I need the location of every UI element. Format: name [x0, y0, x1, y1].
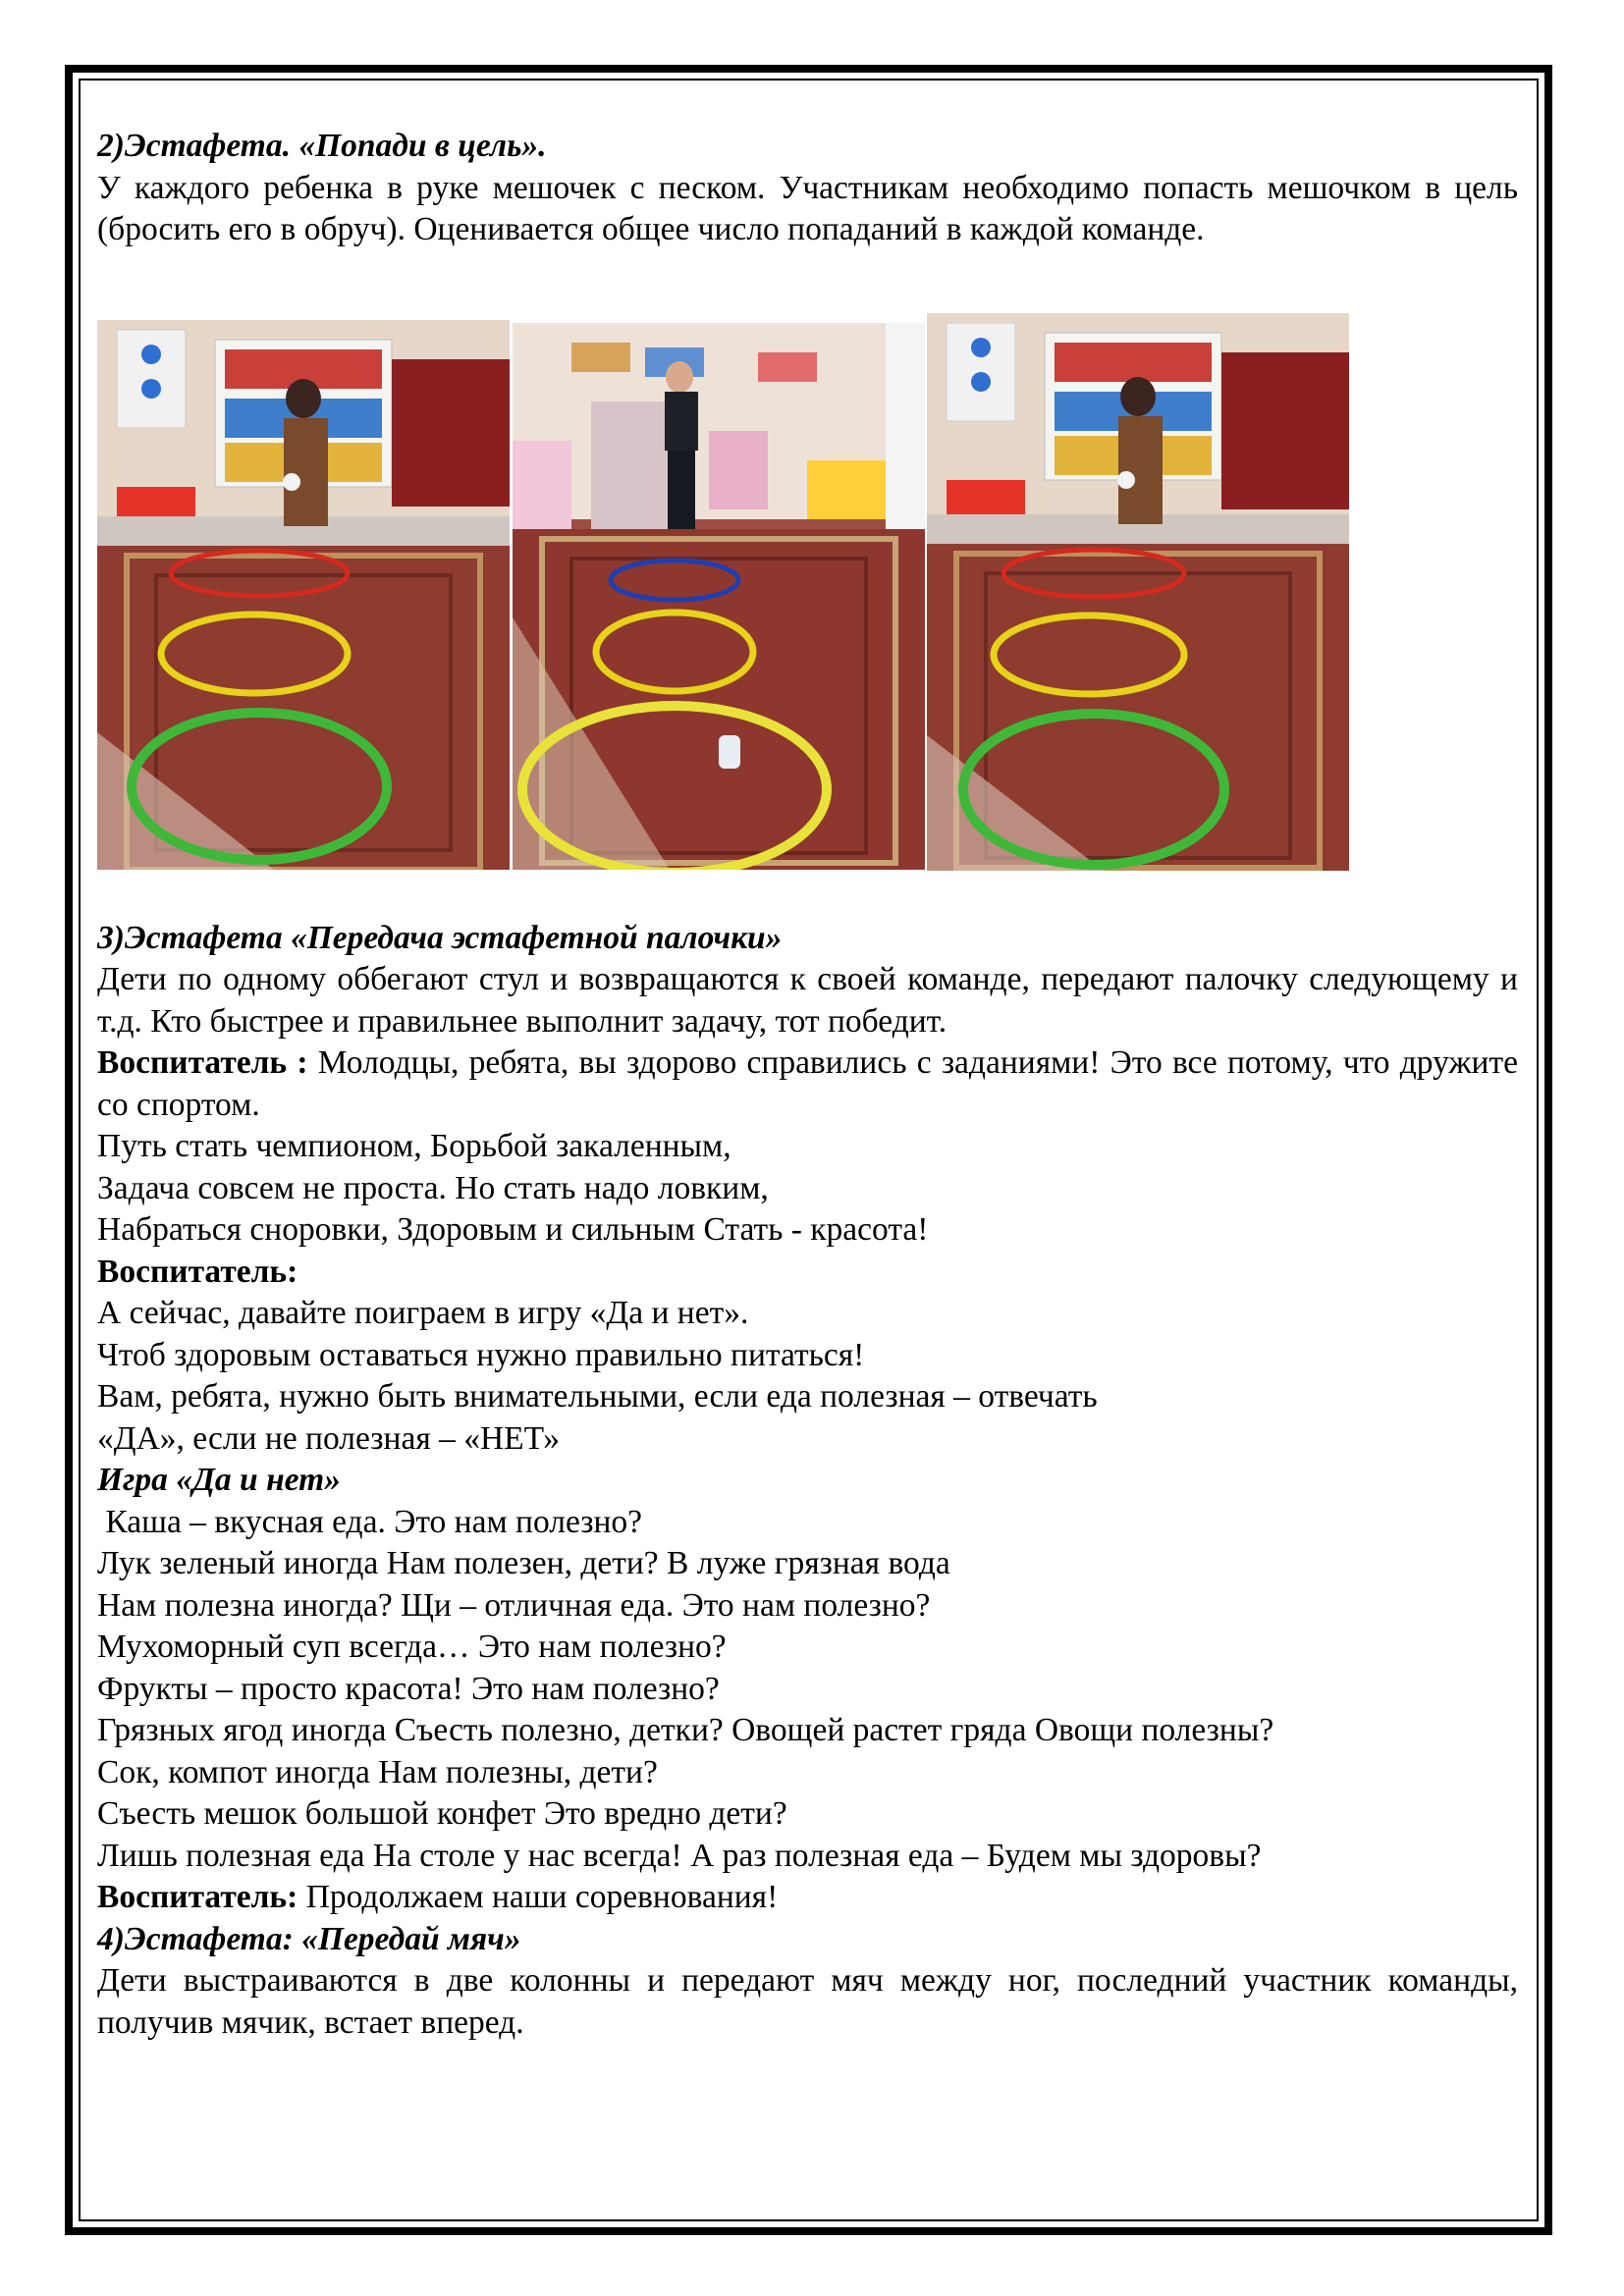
game-line: Каша – вкусная еда. Это нам полезно? — [97, 1503, 643, 1540]
game-line: Фрукты – просто красота! Это нам полезно? — [97, 1670, 720, 1707]
section2-text: У каждого ребенка в руке мешочек с песком. Участникам необходимо попасть мешочком в цель (бросить его в обруч). Оценивается общее число попаданий в каждой команде. — [97, 169, 1518, 247]
section3-text: Дети по одному оббегают стул и возвращаются к своей команде, передают палочку следующему и т.д. Кто быстрее и правильнее выполнит задачу, тот победит. — [97, 961, 1518, 1040]
child-throwing-bag-photo — [927, 313, 1349, 871]
teacher-remark-3 — [97, 1877, 1518, 1919]
boy-standing-photo — [513, 323, 925, 870]
photo-row — [97, 307, 1518, 877]
poem-line: Путь стать чемпионом, Борьбой закаленным, — [97, 1128, 731, 1164]
game-line: Лишь полезная еда На столе у нас всегда! А раз полезная еда – Будем мы здоровы? — [97, 1837, 1262, 1874]
section4-heading: 4)Эстафета: «Передай мяч» — [97, 1920, 521, 1957]
game-heading: Игра «Да и нет» — [97, 1462, 341, 1498]
teacher-remark-1 — [97, 1042, 1518, 1126]
poem-line: Задача совсем не проста. Но стать надо ловким, — [97, 1169, 769, 1206]
section4-text: Дети выстраиваются в две колонны и передают мяч между ног, последний участник команды, получив мячик, встает вперед. — [97, 1962, 1518, 2041]
poem-line: Набраться сноровки, Здоровым и сильным Стать - красота! — [97, 1211, 929, 1248]
game-line: Мухоморный суп всегда… Это нам полезно? — [97, 1629, 727, 1665]
teacher-label: Воспитатель: — [97, 1879, 298, 1915]
game-line: Съесть мешок большой конфет Это вредно дети? — [97, 1795, 787, 1832]
teacher-line: Вам, ребята, нужно быть внимательными, если еда полезная – отвечать — [97, 1378, 1098, 1415]
game-line: Лук зеленый иногда Нам полезен, дети? В луже грязная вода — [97, 1545, 950, 1581]
child-throwing-bag-photo — [97, 320, 510, 870]
document-content — [97, 126, 1518, 2044]
teacher-label: Воспитатель : — [97, 1044, 308, 1081]
section2-heading: 2)Эстафета. «Попади в цель». — [97, 128, 547, 164]
teacher-remark-text: Продолжаем наши соревнования! — [298, 1879, 779, 1915]
game-line: Сок, компот иногда Нам полезны, дети? — [97, 1753, 658, 1790]
teacher-line: Чтоб здоровым оставаться нужно правильно питаться! — [97, 1336, 865, 1373]
teacher-label: Воспитатель: — [97, 1253, 298, 1290]
section3-heading: 3)Эстафета «Передача эстафетной палочки» — [97, 919, 783, 956]
game-line: Нам полезна иногда? Щи – отличная еда. Это нам полезно? — [97, 1586, 931, 1624]
teacher-remark-text: Молодцы, ребята, вы здорово справились с заданиями! Это все потому, что дружите со спортом. — [97, 1044, 1518, 1123]
teacher-line: «ДА», если не полезная – «НЕТ» — [97, 1419, 560, 1457]
teacher-line: А сейчас, давайте поиграем в игру «Да и нет». — [97, 1295, 749, 1331]
game-line: Грязных ягод иногда Съесть полезно, детки? Овощей растет гряда Овощи полезны? — [97, 1712, 1274, 1748]
